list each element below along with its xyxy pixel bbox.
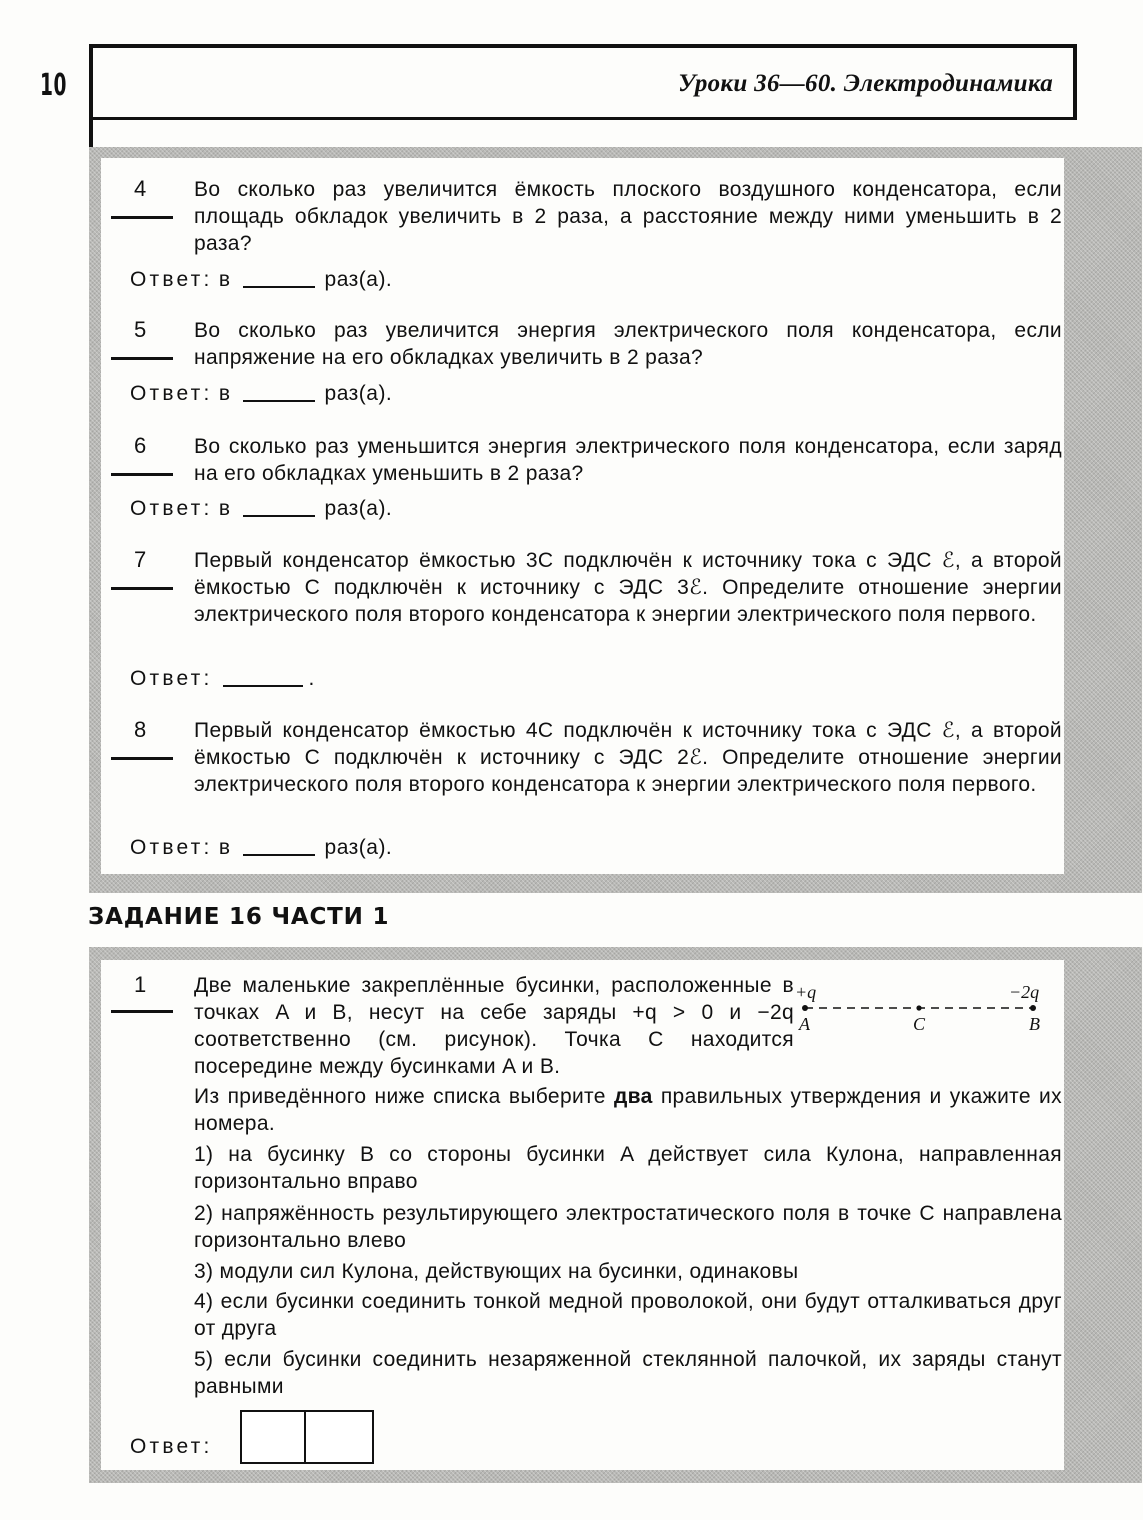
instruction-start: Из приведённого ниже списка выберите — [194, 1085, 606, 1108]
answer-cell-2[interactable] — [306, 1410, 374, 1464]
answer-cells — [240, 1410, 374, 1464]
answer-line — [130, 836, 392, 860]
charge-a-label: +q — [795, 982, 817, 1002]
answer-suffix: раз(а). — [324, 836, 393, 859]
option-1: 1) на бусинку B со стороны бусинки A действует сила Кулона, направленная горизонтально вправо — [194, 1143, 1062, 1193]
task-instruction — [194, 1083, 1062, 1137]
task-number: 5 — [134, 317, 147, 342]
answer-prefix: в — [218, 382, 231, 405]
section-title: ЗАДАНИЕ 16 ЧАСТИ 1 — [88, 904, 390, 930]
instruction-bold: два — [613, 1085, 653, 1108]
task-number: 8 — [134, 717, 147, 742]
task-text: Во сколько раз увеличится ёмкость плоского воздушного конденсатора, если площадь обкладок увеличить в 2 раза, а расстояние между ними уменьшить в 2 раза? — [194, 178, 1062, 255]
answer-label: Ответ: — [130, 667, 213, 690]
answer-blank[interactable] — [223, 667, 303, 687]
task-text: Во сколько раз увеличится энергия электрического поля конденсатора, если напряжение на его обкладках увеличить в 2 раза? — [194, 319, 1062, 369]
answer-prefix: в — [218, 836, 231, 859]
answer-label: Ответ: — [130, 268, 213, 291]
answer-label: Ответ: — [130, 382, 213, 405]
task-marker — [111, 357, 173, 360]
point-c-label: C — [913, 1014, 926, 1034]
answer-suffix: раз(а). — [324, 382, 393, 405]
bead-b — [1030, 1005, 1036, 1011]
answer-suffix: раз(а). — [324, 497, 393, 520]
answer-suffix: раз(а). — [324, 268, 393, 291]
answer-blank[interactable] — [243, 268, 315, 288]
task-number: 1 — [134, 972, 147, 997]
option-3: 3) модули сил Кулона, действующих на бусинки, одинаковы — [194, 1260, 799, 1283]
page-number: 10 — [40, 68, 68, 103]
answer-blank[interactable] — [243, 836, 315, 856]
task-marker — [111, 473, 173, 476]
answer-prefix: в — [218, 268, 231, 291]
answer-label: Ответ: — [130, 497, 213, 520]
answer-line — [130, 667, 315, 691]
point-c — [916, 1005, 921, 1010]
answer-cell-1[interactable] — [240, 1410, 306, 1464]
task-text: Первый конденсатор ёмкостью 4C подключён к источнику тока с ЭДС ℰ, а второй ёмкостью C подключён к источнику с ЭДС 2ℰ. Определите отношение энергии электрического поля второго конденсатора к энергии электрического поля первого. — [194, 719, 1062, 796]
task-intro: Две маленькие закреплённые бусинки, расположенные в точках A и B, несут на себе заряды +q > 0 и −2q соответственно (см. рисунок). Точка C находится посередине между бусинками A и B. — [194, 974, 794, 1078]
answer-line — [130, 1435, 213, 1459]
option-4: 4) если бусинки соединить тонкой медной проволокой, они будут отталкиваться друг от друга — [194, 1290, 1062, 1340]
answer-label: Ответ: — [130, 836, 213, 859]
tasks-panel — [101, 158, 1064, 874]
task-number: 7 — [134, 547, 147, 572]
answer-prefix: в — [218, 497, 231, 520]
answer-suffix: . — [308, 667, 315, 690]
charge-b-label: −2q — [1009, 982, 1040, 1002]
charges-diagram — [783, 974, 1053, 1044]
answer-line — [130, 497, 392, 521]
answer-line — [130, 382, 392, 406]
task-marker — [111, 757, 173, 760]
task-number: 4 — [134, 176, 147, 201]
header-title: Уроки 36—60. Электродинамика — [678, 70, 1053, 97]
task-text: Во сколько раз уменьшится энергия электрического поля конденсатора, если заряд на его обкладках уменьшить в 2 раза? — [194, 435, 1062, 485]
answer-blank[interactable] — [243, 497, 315, 517]
option-2: 2) напряжённость результирующего электростатического поля в точке C направлена горизонтально влево — [194, 1202, 1062, 1252]
task-marker — [111, 587, 173, 590]
option-5: 5) если бусинки соединить незаряженной стеклянной палочкой, их заряды станут равными — [194, 1348, 1062, 1398]
task-number: 6 — [134, 433, 147, 458]
instruction-end: правильных утверждения и укажите их номера. — [194, 1085, 1062, 1135]
answer-line — [130, 268, 392, 292]
task16-panel — [101, 960, 1064, 1470]
bead-a — [802, 1005, 808, 1011]
task-marker — [111, 1010, 173, 1013]
point-b-label: B — [1029, 1014, 1040, 1034]
point-a-label: A — [799, 1014, 810, 1034]
task-text: Первый конденсатор ёмкостью 3C подключён к источнику тока с ЭДС ℰ, а второй ёмкостью C подключён к источнику с ЭДС 3ℰ. Определите отношение энергии электрического поля второго конденсатора к энергии электрического поля первого. — [194, 549, 1062, 626]
answer-label: Ответ: — [130, 1435, 213, 1458]
task-marker — [111, 216, 173, 219]
answer-blank[interactable] — [243, 382, 315, 402]
running-header — [89, 44, 1077, 120]
